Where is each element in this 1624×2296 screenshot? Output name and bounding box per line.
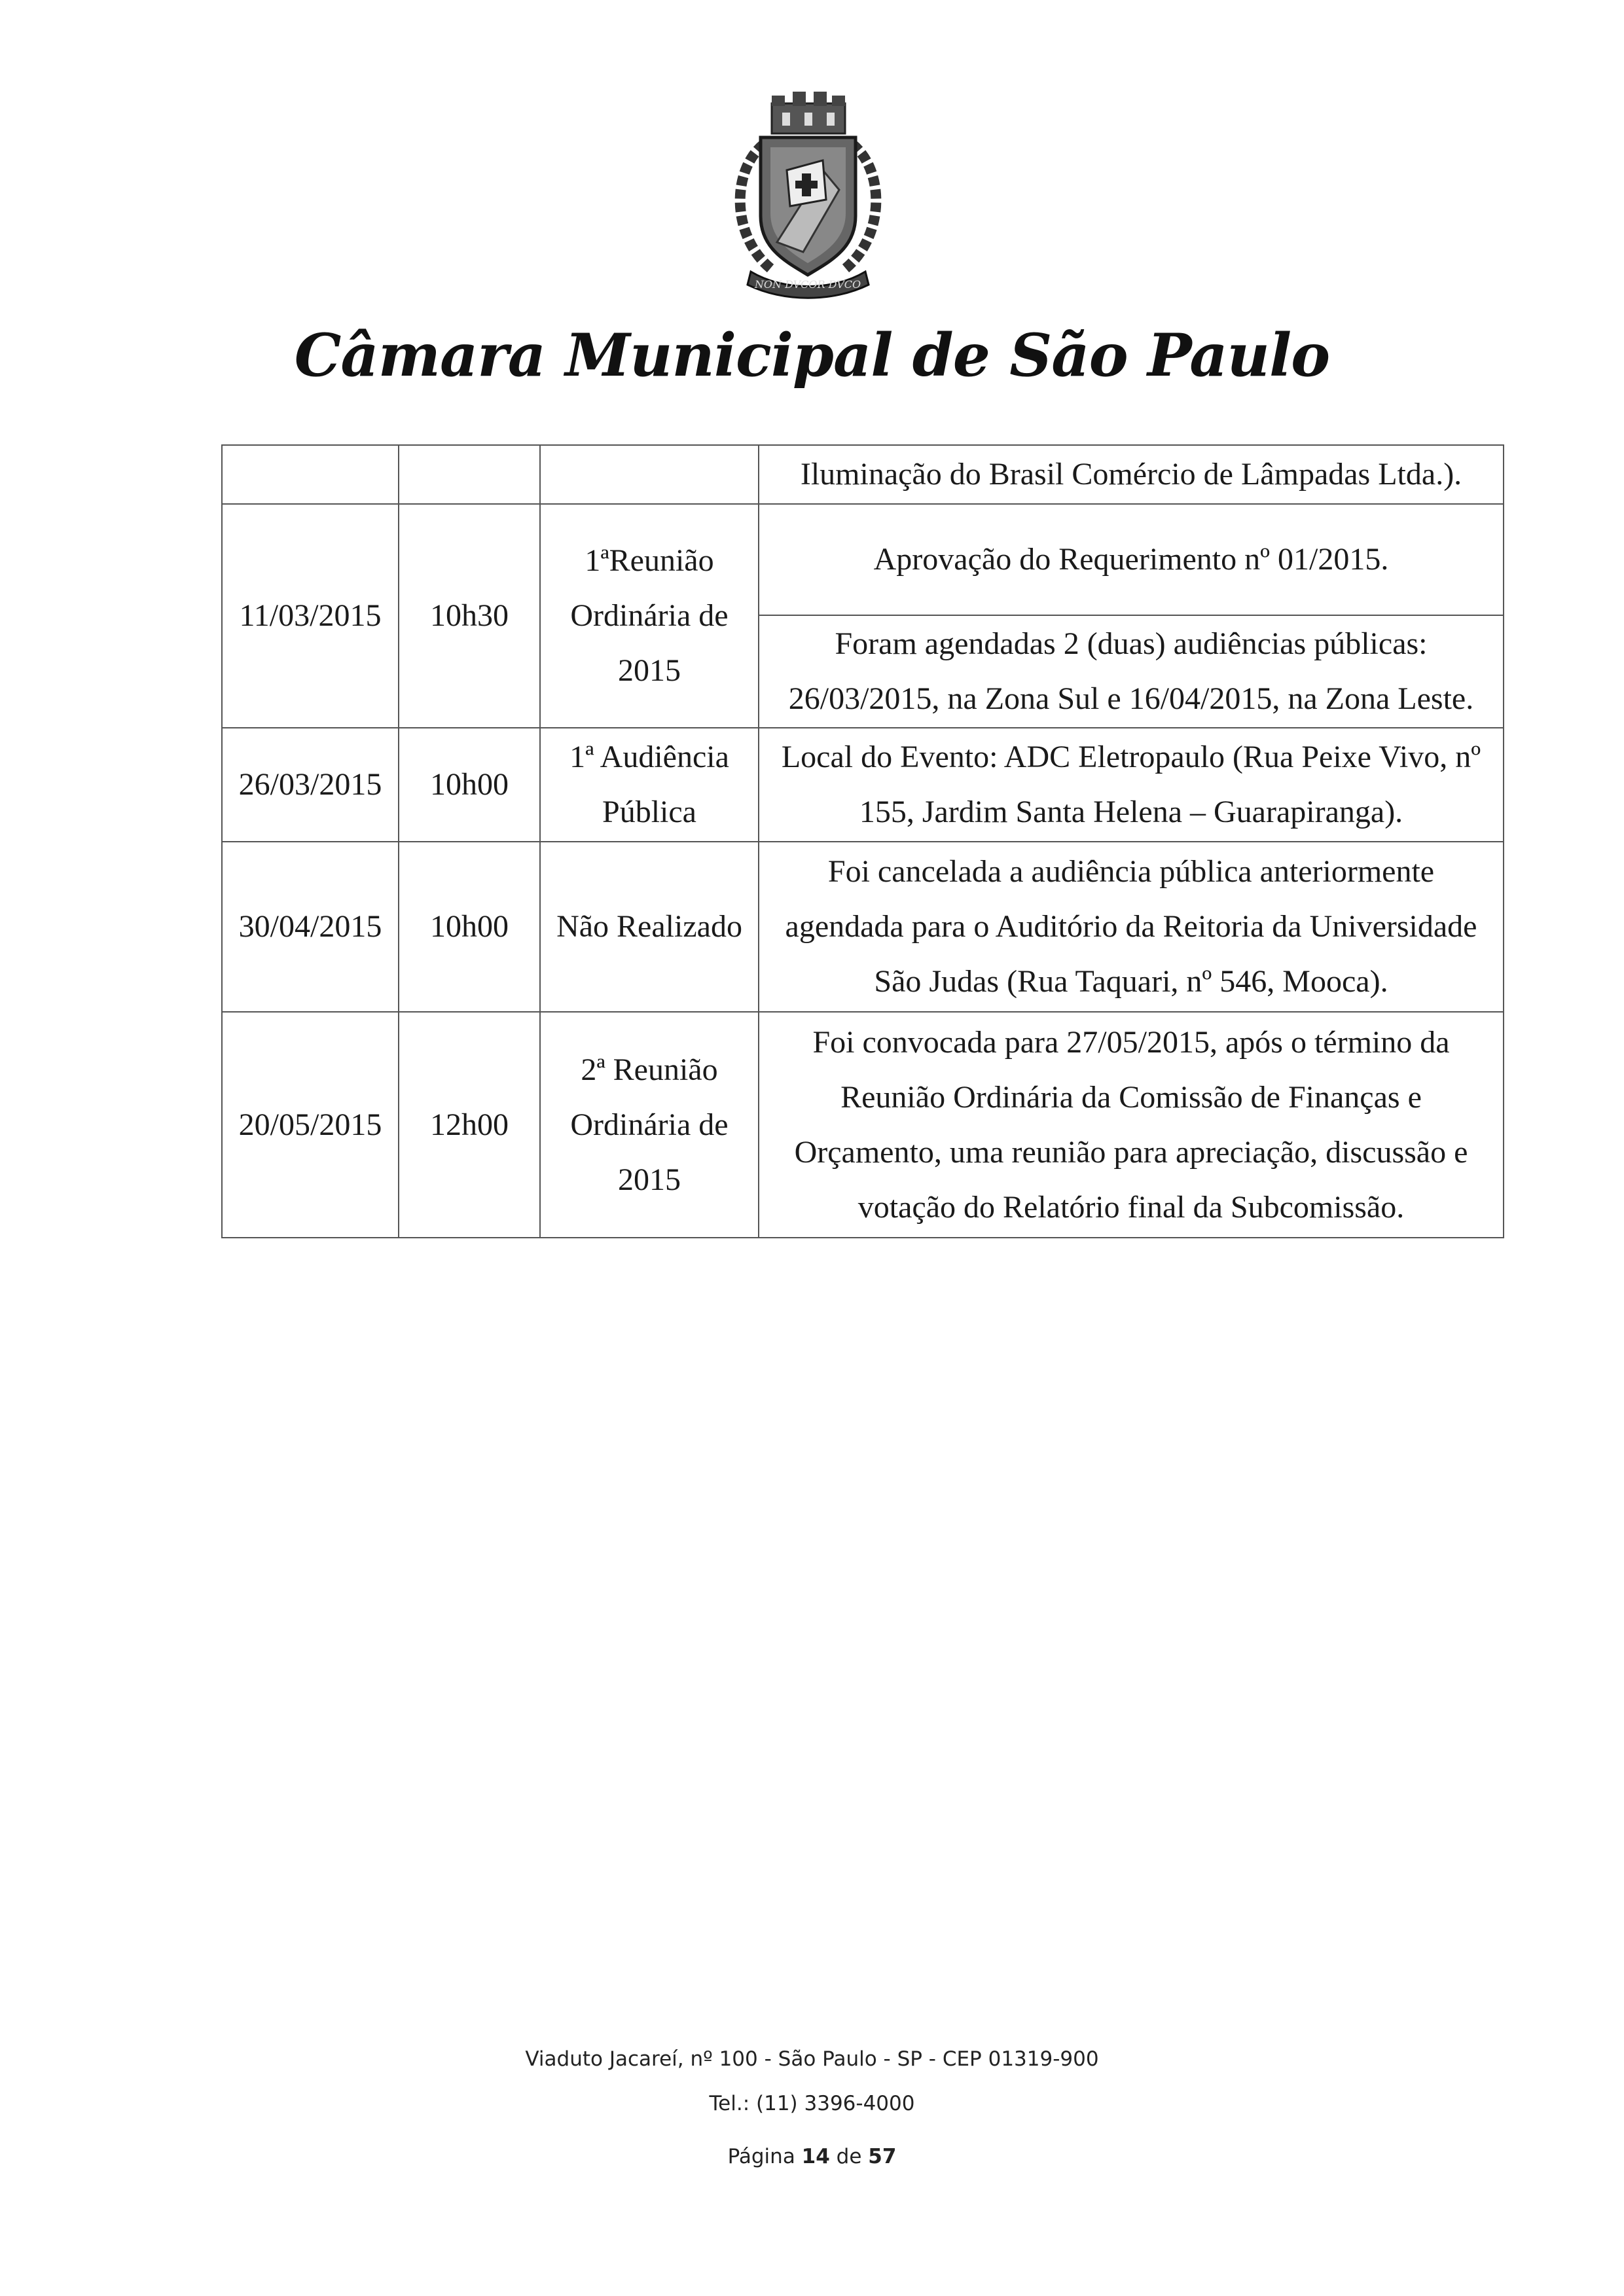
event-cell: [540, 445, 759, 504]
table-row: [222, 842, 1504, 1012]
page-number-current: 14: [801, 2145, 830, 2168]
page-number-separator: de: [836, 2145, 862, 2168]
date-cell: 20/05/2015: [222, 1012, 399, 1238]
event-cell: Não Realizado: [540, 842, 759, 1012]
table-row: [222, 728, 1504, 842]
time-cell: 10h30: [399, 504, 540, 728]
footer-phone: Tel.: (11) 3396-4000: [709, 2092, 915, 2115]
table-row: [222, 1012, 1504, 1238]
notes-cell: Foi cancelada a audiência pública anteriormente agendada para o Auditório da Reitoria da Universidade São Judas (Rua Taquari, nº 546, Mooca).: [759, 842, 1504, 1012]
city-coat-of-arms-logo: [725, 92, 892, 302]
page-title: Câmara Municipal de São Paulo: [294, 321, 1330, 390]
svg-text:NON DVCOR DVCO: NON DVCOR DVCO: [754, 278, 861, 291]
table-row: [222, 504, 1504, 615]
notes-cell: Foram agendadas 2 (duas) audiências públicas: 26/03/2015, na Zona Sul e 16/04/2015, na Zona Leste.: [759, 615, 1504, 728]
notes-cell: Iluminação do Brasil Comércio de Lâmpadas Ltda.).: [759, 445, 1504, 504]
page-number-total: 57: [868, 2145, 897, 2168]
date-cell: 26/03/2015: [222, 728, 399, 842]
date-cell: 11/03/2015: [222, 504, 399, 728]
notes-cell: Local do Evento: ADC Eletropaulo (Rua Peixe Vivo, nº 155, Jardim Santa Helena – Guarapiranga).: [759, 728, 1504, 842]
page-number: [0, 2145, 1624, 2168]
meetings-table: [221, 444, 1504, 1238]
event-cell: 2ª Reunião Ordinária de 2015: [540, 1012, 759, 1238]
time-cell: [399, 445, 540, 504]
time-cell: 10h00: [399, 842, 540, 1012]
page-number-prefix: Página: [727, 2145, 795, 2168]
event-cell: 1ªReunião Ordinária de 2015: [540, 504, 759, 728]
time-cell: 10h00: [399, 728, 540, 842]
date-cell: 30/04/2015: [222, 842, 399, 1012]
table-row-continuation: [222, 445, 1504, 504]
time-cell: 12h00: [399, 1012, 540, 1238]
notes-cell: Aprovação do Requerimento nº 01/2015.: [759, 504, 1504, 615]
date-cell: [222, 445, 399, 504]
footer-address: Viaduto Jacareí, nº 100 - São Paulo - SP - CEP 01319-900: [525, 2047, 1099, 2071]
notes-cell: Foi convocada para 27/05/2015, após o término da Reunião Ordinária da Comissão de Finanças e Orçamento, uma reunião para apreciação, discussão e votação do Relatório final da Subcomissão.: [759, 1012, 1504, 1238]
event-cell: 1ª Audiência Pública: [540, 728, 759, 842]
